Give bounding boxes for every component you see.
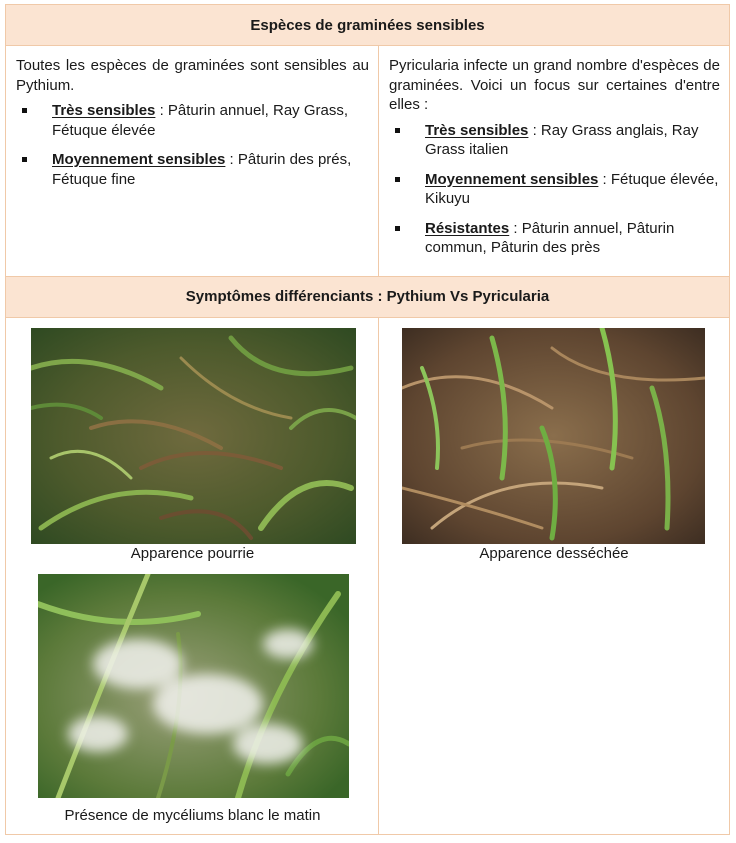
term: Résistantes — [425, 219, 510, 237]
term-desc: : Pâturin des prés, Fétuque fine — [52, 151, 352, 188]
pythium-intro: Toutes les espèces de graminées sont sensibles au Pythium. — [16, 57, 369, 94]
list-item — [389, 121, 720, 160]
term-desc: : Ray Grass anglais, Ray Grass italien — [425, 121, 699, 158]
term: Moyennement sensibles — [52, 151, 226, 168]
pythium-symptoms-cell — [6, 318, 379, 834]
pyricularia-symptoms-cell — [379, 318, 729, 834]
grass-disease-table — [5, 4, 730, 835]
dried-caption: Apparence desséchée — [479, 544, 629, 562]
term-desc: : Fétuque élevée, Kikuyu — [425, 170, 719, 207]
term-desc: : Pâturin annuel, Ray Grass, Fétuque élevée — [52, 102, 348, 139]
mycelium-photo — [38, 574, 349, 798]
section-header-symptoms: Symptômes différenciants : Pythium Vs Pyricularia — [6, 277, 729, 318]
list-item — [16, 101, 369, 140]
pyricularia-species-cell — [379, 46, 729, 276]
term: Très sensibles — [425, 121, 529, 139]
pyricularia-intro: Pyricularia infecte un grand nombre d'espèces de graminées. Voici un focus sur certaines d'entre elles : — [389, 57, 720, 113]
rotten-caption: Apparence pourrie — [130, 544, 255, 562]
symptoms-row — [6, 318, 729, 834]
term: Très sensibles — [52, 102, 156, 119]
mycelium-caption: Présence de mycéliums blanc le matin — [64, 806, 321, 824]
pythium-sensitivity-list — [16, 101, 369, 189]
dried-grass-photo — [402, 328, 705, 544]
section-header-species: Espèces de graminées sensibles — [6, 5, 729, 46]
term: Moyennement sensibles — [425, 170, 599, 188]
pythium-species-cell — [6, 46, 379, 276]
species-row — [6, 46, 729, 277]
rotten-grass-photo — [31, 328, 356, 544]
list-item — [389, 170, 720, 209]
pyricularia-sensitivity-list — [389, 121, 720, 258]
term-desc: : Pâturin annuel, Pâturin commun, Pâturin des près — [425, 219, 675, 256]
list-item — [389, 219, 720, 258]
list-item — [16, 150, 369, 189]
